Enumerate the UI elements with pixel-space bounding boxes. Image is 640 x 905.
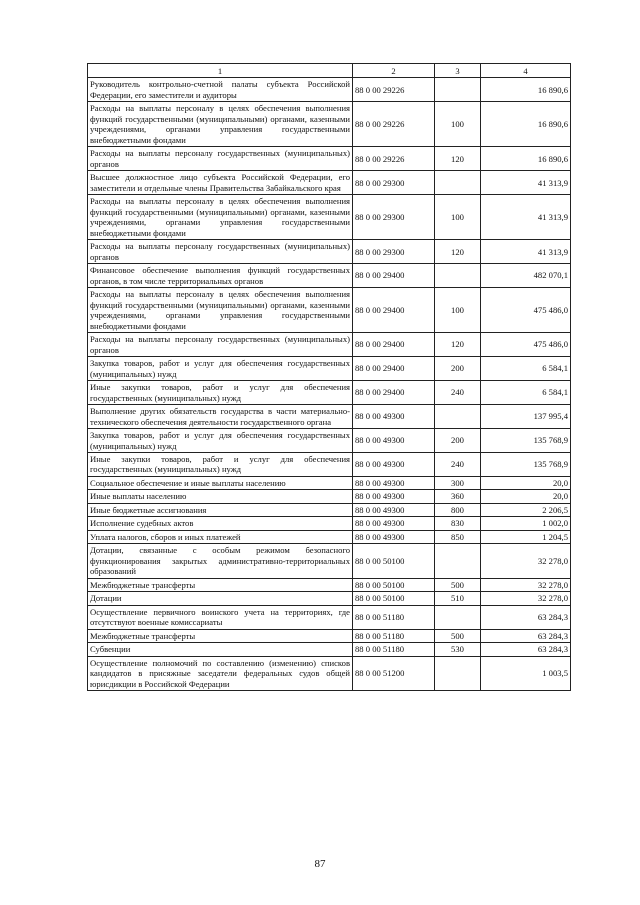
- table-row: [88, 78, 571, 102]
- row-amount-cell: 482 070,1: [481, 264, 571, 288]
- table-row: [88, 490, 571, 503]
- table-row: [88, 429, 571, 453]
- row-name-cell: Иные выплаты населению: [88, 490, 353, 503]
- table-row: [88, 530, 571, 543]
- row-code-cell: 88 0 00 49300: [353, 429, 435, 453]
- row-expense-type-cell: 850: [435, 530, 481, 543]
- table-row: [88, 605, 571, 629]
- row-amount-cell: 135 768,9: [481, 452, 571, 476]
- row-code-cell: 88 0 00 49300: [353, 517, 435, 530]
- row-amount-cell: 1 002,0: [481, 517, 571, 530]
- row-code-cell: 88 0 00 49300: [353, 405, 435, 429]
- row-name-cell: Дотации, связанные с особым режимом безопасного функционирования закрытых административно-территориальных образований: [88, 544, 353, 578]
- row-expense-type-cell: 510: [435, 592, 481, 605]
- row-code-cell: 88 0 00 29300: [353, 195, 435, 240]
- row-name-cell: Субвенции: [88, 643, 353, 656]
- row-amount-cell: 137 995,4: [481, 405, 571, 429]
- row-amount-cell: 63 284,3: [481, 629, 571, 642]
- row-expense-type-cell: 360: [435, 490, 481, 503]
- row-code-cell: 88 0 00 51180: [353, 643, 435, 656]
- row-name-cell: Расходы на выплаты персоналу в целях обеспечения выполнения функций государственными (муниципальными) органами, казенными учреждениями, органами управления государственными внебюджетными фондами: [88, 288, 353, 333]
- row-name-cell: Расходы на выплаты персоналу государственных (муниципальных) органов: [88, 333, 353, 357]
- row-name-cell: Расходы на выплаты персоналу государственных (муниципальных) органов: [88, 147, 353, 171]
- row-amount-cell: 2 206,5: [481, 503, 571, 516]
- row-name-cell: Уплата налогов, сборов и иных платежей: [88, 530, 353, 543]
- table-row: [88, 102, 571, 147]
- row-name-cell: Межбюджетные трансферты: [88, 629, 353, 642]
- row-amount-cell: 475 486,0: [481, 333, 571, 357]
- row-name-cell: Закупка товаров, работ и услуг для обеспечения государственных (муниципальных) нужд: [88, 357, 353, 381]
- row-code-cell: 88 0 00 51180: [353, 605, 435, 629]
- row-expense-type-cell: 830: [435, 517, 481, 530]
- row-name-cell: Руководитель контрольно-счетной палаты субъекта Российской Федерации, его заместители и аудиторы: [88, 78, 353, 102]
- row-name-cell: Иные бюджетные ассигнования: [88, 503, 353, 516]
- row-code-cell: 88 0 00 29300: [353, 240, 435, 264]
- row-code-cell: 88 0 00 29400: [353, 264, 435, 288]
- table-row: [88, 629, 571, 642]
- row-expense-type-cell: [435, 544, 481, 578]
- row-amount-cell: 63 284,3: [481, 643, 571, 656]
- row-amount-cell: 1 003,5: [481, 656, 571, 690]
- row-expense-type-cell: 100: [435, 195, 481, 240]
- table-row: [88, 240, 571, 264]
- row-expense-type-cell: 800: [435, 503, 481, 516]
- row-amount-cell: 6 584,1: [481, 357, 571, 381]
- row-code-cell: 88 0 00 50100: [353, 544, 435, 578]
- row-name-cell: Осуществление первичного воинского учета на территориях, где отсутствуют военные комиссариаты: [88, 605, 353, 629]
- row-name-cell: Расходы на выплаты персоналу в целях обеспечения выполнения функций государственными (муниципальными) органами, казенными учреждениями, органами управления государственными внебюджетными фондами: [88, 195, 353, 240]
- row-expense-type-cell: 530: [435, 643, 481, 656]
- row-code-cell: 88 0 00 29400: [353, 357, 435, 381]
- row-name-cell: Осуществление полномочий по составлению (изменению) списков кандидатов в присяжные заседатели федеральных судов общей юрисдикции в Российской Федерации: [88, 656, 353, 690]
- row-code-cell: 88 0 00 29400: [353, 333, 435, 357]
- row-name-cell: Выполнение других обязательств государства в части материально-технического обеспечения деятельности государственного органа: [88, 405, 353, 429]
- table-row: [88, 147, 571, 171]
- row-name-cell: Исполнение судебных актов: [88, 517, 353, 530]
- row-name-cell: Иные закупки товаров, работ и услуг для обеспечения государственных (муниципальных) нужд: [88, 381, 353, 405]
- row-code-cell: 88 0 00 51180: [353, 629, 435, 642]
- table-row: [88, 264, 571, 288]
- row-expense-type-cell: 120: [435, 147, 481, 171]
- table-header-row: [88, 64, 571, 78]
- row-amount-cell: 1 204,5: [481, 530, 571, 543]
- table-row: [88, 656, 571, 690]
- row-name-cell: Расходы на выплаты персоналу в целях обеспечения выполнения функций государственными (муниципальными) органами, казенными учреждениями, органами управления государственными внебюджетными фондами: [88, 102, 353, 147]
- row-expense-type-cell: [435, 656, 481, 690]
- row-amount-cell: 6 584,1: [481, 381, 571, 405]
- table-row: [88, 544, 571, 578]
- row-amount-cell: 41 313,9: [481, 195, 571, 240]
- column-header-name: 1: [88, 64, 353, 78]
- row-expense-type-cell: [435, 405, 481, 429]
- row-expense-type-cell: [435, 605, 481, 629]
- row-code-cell: 88 0 00 50100: [353, 592, 435, 605]
- table-row: [88, 171, 571, 195]
- row-expense-type-cell: [435, 264, 481, 288]
- row-code-cell: 88 0 00 29226: [353, 102, 435, 147]
- row-code-cell: 88 0 00 29400: [353, 381, 435, 405]
- row-name-cell: Высшее должностное лицо субъекта Российской Федерации, его заместители и отдельные члены Правительства Забайкальского края: [88, 171, 353, 195]
- table-row: [88, 288, 571, 333]
- column-header-expense-type: 3: [435, 64, 481, 78]
- row-name-cell: Иные закупки товаров, работ и услуг для обеспечения государственных (муниципальных) нужд: [88, 452, 353, 476]
- row-name-cell: Межбюджетные трансферты: [88, 578, 353, 591]
- table-row: [88, 195, 571, 240]
- row-expense-type-cell: 200: [435, 429, 481, 453]
- table-row: [88, 357, 571, 381]
- table-row: [88, 503, 571, 516]
- row-name-cell: Социальное обеспечение и иные выплаты населению: [88, 476, 353, 489]
- row-expense-type-cell: 100: [435, 288, 481, 333]
- row-amount-cell: 63 284,3: [481, 605, 571, 629]
- row-code-cell: 88 0 00 51200: [353, 656, 435, 690]
- row-expense-type-cell: 500: [435, 578, 481, 591]
- row-code-cell: 88 0 00 49300: [353, 452, 435, 476]
- row-amount-cell: 135 768,9: [481, 429, 571, 453]
- table-row: [88, 517, 571, 530]
- row-amount-cell: 20,0: [481, 476, 571, 489]
- table-row: [88, 452, 571, 476]
- row-code-cell: 88 0 00 29226: [353, 78, 435, 102]
- row-amount-cell: 32 278,0: [481, 592, 571, 605]
- row-expense-type-cell: 100: [435, 102, 481, 147]
- row-expense-type-cell: [435, 78, 481, 102]
- table-row: [88, 405, 571, 429]
- table-row: [88, 476, 571, 489]
- row-expense-type-cell: 500: [435, 629, 481, 642]
- row-amount-cell: 16 890,6: [481, 147, 571, 171]
- table-row: [88, 333, 571, 357]
- row-expense-type-cell: 300: [435, 476, 481, 489]
- table-body: [88, 78, 571, 691]
- row-name-cell: Закупка товаров, работ и услуг для обеспечения государственных (муниципальных) нужд: [88, 429, 353, 453]
- row-code-cell: 88 0 00 29400: [353, 288, 435, 333]
- row-name-cell: Расходы на выплаты персоналу государственных (муниципальных) органов: [88, 240, 353, 264]
- row-code-cell: 88 0 00 49300: [353, 476, 435, 489]
- row-amount-cell: 20,0: [481, 490, 571, 503]
- row-amount-cell: 41 313,9: [481, 171, 571, 195]
- budget-table: [87, 63, 571, 691]
- column-header-amount: 4: [481, 64, 571, 78]
- table-row: [88, 643, 571, 656]
- row-expense-type-cell: 240: [435, 452, 481, 476]
- row-amount-cell: 475 486,0: [481, 288, 571, 333]
- row-code-cell: 88 0 00 29300: [353, 171, 435, 195]
- row-expense-type-cell: 120: [435, 240, 481, 264]
- document-page: [87, 63, 570, 691]
- row-amount-cell: 16 890,6: [481, 102, 571, 147]
- row-code-cell: 88 0 00 50100: [353, 578, 435, 591]
- row-code-cell: 88 0 00 29226: [353, 147, 435, 171]
- row-amount-cell: 16 890,6: [481, 78, 571, 102]
- row-amount-cell: 41 313,9: [481, 240, 571, 264]
- table-row: [88, 592, 571, 605]
- row-amount-cell: 32 278,0: [481, 578, 571, 591]
- row-expense-type-cell: 120: [435, 333, 481, 357]
- row-expense-type-cell: 200: [435, 357, 481, 381]
- row-code-cell: 88 0 00 49300: [353, 490, 435, 503]
- table-row: [88, 578, 571, 591]
- row-amount-cell: 32 278,0: [481, 544, 571, 578]
- column-header-code: 2: [353, 64, 435, 78]
- row-code-cell: 88 0 00 49300: [353, 530, 435, 543]
- row-expense-type-cell: 240: [435, 381, 481, 405]
- row-name-cell: Дотации: [88, 592, 353, 605]
- row-code-cell: 88 0 00 49300: [353, 503, 435, 516]
- page-number: 87: [314, 858, 326, 870]
- row-name-cell: Финансовое обеспечение выполнения функций государственных органов, в том числе территориальных органов: [88, 264, 353, 288]
- row-expense-type-cell: [435, 171, 481, 195]
- table-row: [88, 381, 571, 405]
